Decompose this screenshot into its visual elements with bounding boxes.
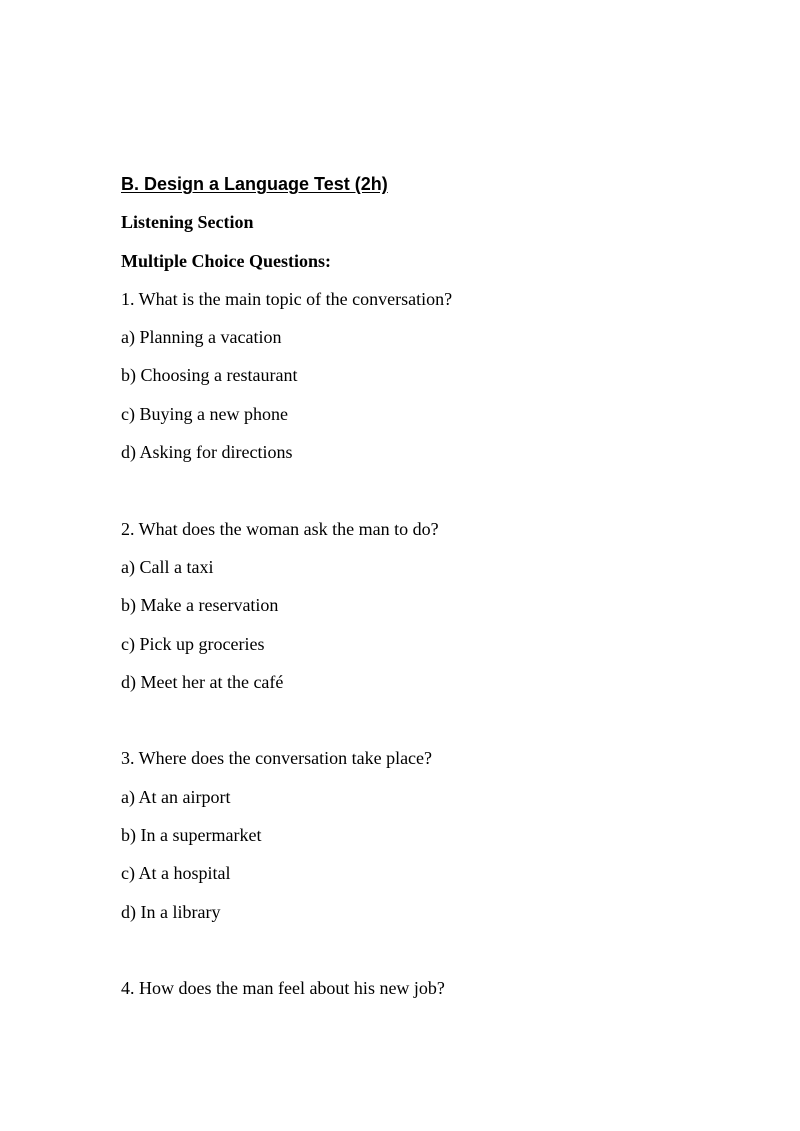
question-2-text: 2. What does the woman ask the man to do? (121, 518, 439, 539)
blank-line (121, 939, 721, 977)
blank-line (121, 709, 721, 747)
question-1-option-a: a) Planning a vacation (121, 327, 282, 348)
section-heading: Listening Section (121, 212, 254, 233)
question-1-option-b: b) Choosing a restaurant (121, 365, 298, 386)
question-2-option-d: d) Meet her at the café (121, 671, 284, 692)
question-block-2 (121, 518, 721, 709)
question-1-option-c: c) Buying a new phone (121, 403, 288, 424)
question-4-text: 4. How does the man feel about his new job? (121, 978, 445, 999)
question-block-3 (121, 747, 721, 938)
question-2-option-a: a) Call a taxi (121, 556, 214, 577)
question-3-option-c: c) At a hospital (121, 863, 231, 884)
question-1-text: 1. What is the main topic of the conversation? (121, 288, 453, 309)
question-3-option-d: d) In a library (121, 901, 221, 922)
question-1-option-d: d) Asking for directions (121, 442, 293, 463)
question-3-option-a: a) At an airport (121, 786, 231, 807)
blank-line (121, 479, 721, 517)
question-block-1 (121, 288, 721, 479)
question-3-option-b: b) In a supermarket (121, 825, 262, 846)
question-3-text: 3. Where does the conversation take place? (121, 748, 433, 769)
test-title: B. Design a Language Test (2h) (121, 174, 388, 194)
question-2-option-c: c) Pick up groceries (121, 633, 265, 654)
subsection-heading: Multiple Choice Questions: (121, 250, 331, 271)
document-page (121, 173, 721, 1016)
question-block-4 (121, 977, 721, 1015)
question-2-option-b: b) Make a reservation (121, 595, 279, 616)
